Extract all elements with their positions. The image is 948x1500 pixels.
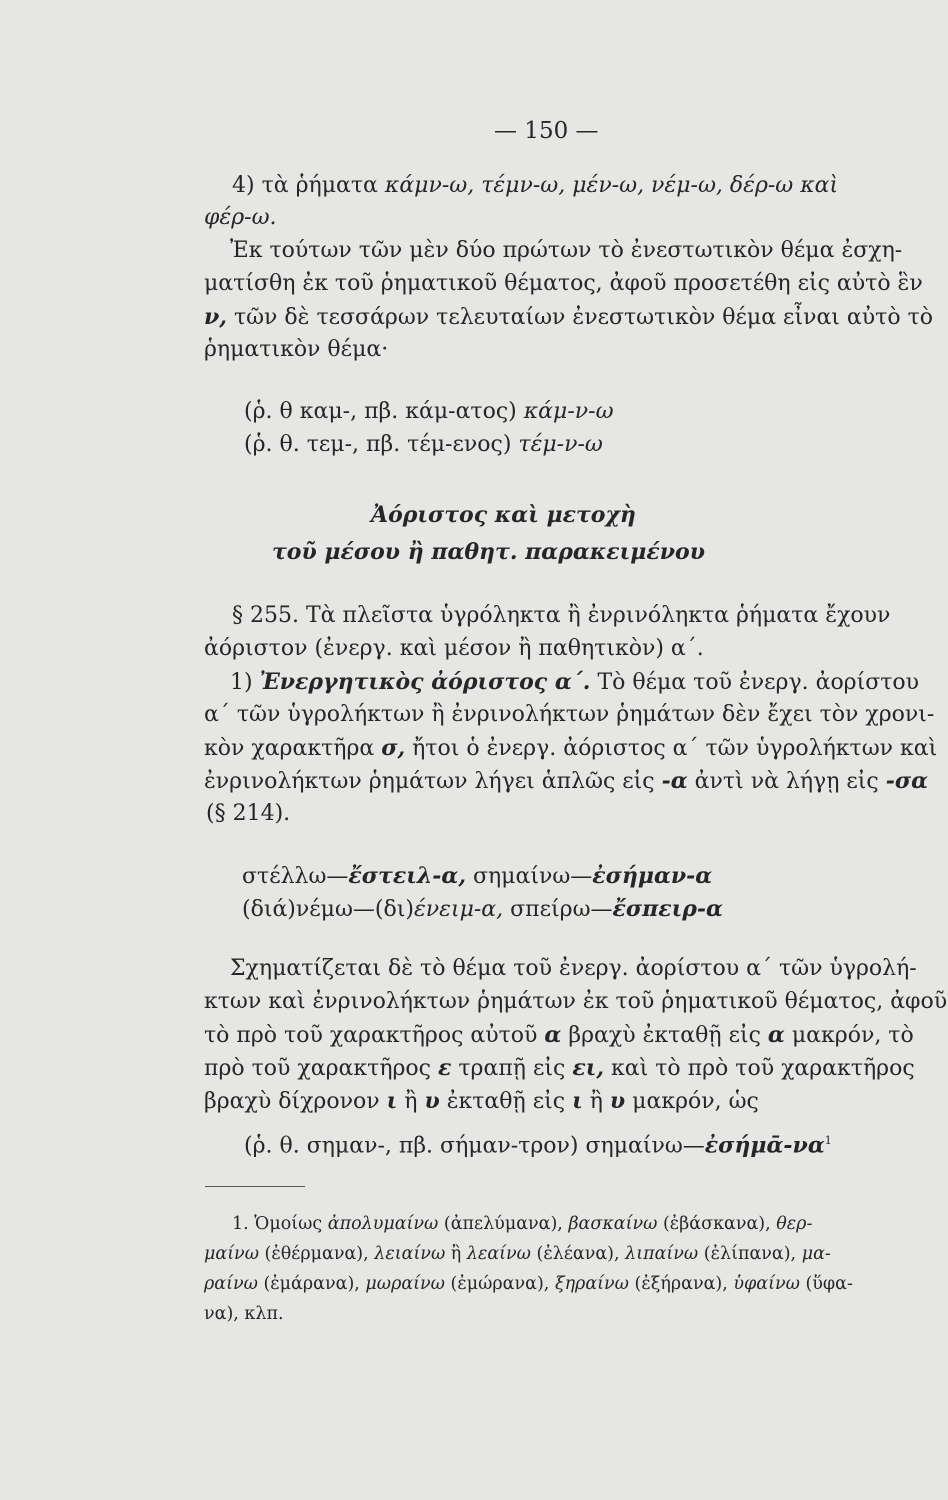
example-4-aorist: ἐσήμαν-α [592,863,713,889]
footnote-2-e: λεαίνω [466,1244,531,1264]
paragraph-line-7: (§ 214). [206,801,291,826]
paragraph-line-3 [230,668,919,697]
paragraph-line-2: ἀόριστον (ἐνεργ. καὶ μέσον ἢ παθητικὸν) α΄. [204,636,704,661]
paragraph2-line-5-i: μακρόν, ὡς [632,1089,759,1114]
footnote-2-i: μα- [801,1244,831,1264]
section-heading-1: Ἀόριστος καὶ μετοχὴ [371,502,636,528]
footnote-2-a: μαίνω [204,1244,259,1264]
paragraph2-line-3-e: μακρόν, τὸ [791,1023,914,1048]
example-7-aorist: ἐσήμᾱ-να [704,1132,825,1159]
paragraph-line-3-rest: Τὸ θέμα τοῦ ἐνεργ. ἀορίστου [597,670,920,695]
paragraph2-line-5-a: βραχὺ δίχρονον [204,1089,380,1114]
example-7-root: (ῥ. θ. σημαν-, πβ. σήμαν-τρον) σημαίνω— [244,1133,705,1159]
footnote-3-a: ραίνω [204,1274,258,1294]
footnote-1-e: (ἐβάσκανα), [662,1214,771,1234]
example-2-verb: τέμ-ν-ω [518,432,603,457]
paragraph2-line-4-a: πρὸ τοῦ χαρακτῆρος [204,1056,431,1081]
paragraph2-line-5 [204,1087,759,1116]
example-3-aorist: ἔστειλ-α, [348,863,466,889]
letter-upsilon-long: υ [609,1088,626,1114]
example-line-1 [244,398,614,426]
item-4-label: 4) τὰ ῥήματα [232,173,378,198]
paragraph-line-6 [204,767,928,796]
example-5-aorist: ένειμ-α, [413,897,504,922]
text-line-1 [232,172,838,200]
paragraph2-line-4-c: τραπῇ εἰς [458,1056,566,1081]
paragraph-line-5-start: κὸν χαρακτῆρα [204,736,375,761]
footnote-3-g: ὑφαίνω [733,1274,800,1294]
footnote-1-a: Ὁμοίως [254,1214,323,1234]
paragraph2-line-5-e: ἐκταθῇ εἰς [446,1089,566,1114]
example-6-aorist: ἔσπειρ-α [612,896,723,922]
footnote-line-2 [204,1242,831,1266]
footnote-3-e: ξηραίνω [554,1274,629,1294]
verbs-list: κάμν-ω, τέμν-ω, μέν-ω, νέμ-ω, δέρ-ω καὶ [384,173,839,198]
ending-sigma-alpha: -σα [885,768,928,794]
text-line-3: Ἐκ τούτων τῶν μὲν δύο πρώτων τὸ ἐνεστωτικὸν θέμα ἐσχη- [230,238,903,263]
text-line-6: ῥηματικὸν θέμα· [204,337,389,362]
footnote-1-d: βασκαίνω [568,1214,658,1234]
footnote-divider [205,1186,305,1187]
footnote-marker: 1. [232,1214,249,1234]
example-line-5 [244,1127,832,1160]
footnote-2-f: (ἐλέανα), [536,1244,620,1264]
letter-alpha-short: α [544,1022,562,1048]
footnote-line-3 [204,1272,853,1296]
example-line-2 [244,431,603,459]
subsection-number: 1) [230,670,253,695]
example-5-present: (διά)νέμω—(δι) [242,897,414,922]
section-heading-2: τοῦ μέσου ἢ παθητ. παρακειμένου [272,539,705,565]
page-number: — 150 — [494,118,599,144]
paragraph-line-6-mid: ἀντὶ νὰ λήγῃ εἰς [694,769,879,794]
example-line-4 [242,895,723,924]
example-2-root: (ῥ. θ. τεμ-, πβ. τέμ-ενος) [244,432,512,457]
footnote-2-c: λειαίνω [374,1244,446,1264]
text-line-5-rest: τῶν δὲ τεσσάρων τελευταίων ἐνεστωτικὸν θέμα εἶναι αὐτὸ τὸ [233,305,933,330]
example-4-present: σημαίνω— [472,864,593,889]
footnote-3-b: (ἐμάρανα), [263,1274,360,1294]
footnote-3-c: μωραίνω [365,1274,445,1294]
letter-iota-short: ι [386,1088,398,1114]
subsection-title: Ἐνεργητικὸς ἀόριστος α΄. [259,669,591,695]
paragraph2-line-3-c: βραχὺ ἐκταθῇ εἰς [568,1023,761,1048]
letter-sigma: σ, [381,735,406,761]
letter-nu: ν, [204,304,227,330]
example-1-verb: κάμ-ν-ω [523,399,614,424]
paragraph2-line-3-a: τὸ πρὸ τοῦ χαρακτῆρος αὐτοῦ [204,1023,538,1048]
footnote-2-g: λιπαίνω [625,1244,699,1264]
example-3-present: στέλλω— [242,864,349,889]
ending-alpha: -α [661,768,688,794]
letter-epsilon: ε [438,1055,452,1081]
paragraph-line-1: § 255. Τὰ πλεῖστα ὑγρόληκτα ἢ ἐνρινόληκτα ῥήματα ἔχουν [232,603,891,628]
footnote-line-4: να), κλπ. [204,1304,284,1324]
paragraph2-line-2: κτων καὶ ἐνρινολήκτων ῥημάτων ἐκ τοῦ ῥηματικοῦ θέματος, ἀφοῦ [204,989,948,1014]
letter-upsilon-short: υ [424,1088,440,1114]
text-line-4: ματίσθη ἐκ τοῦ ῥηματικοῦ θέματος, ἀφοῦ προσετέθη εἰς αὐτὸ ἓν [204,271,923,296]
footnote-2-d: ἢ [450,1244,462,1264]
footnote-reference: 1 [824,1134,832,1147]
paragraph2-line-4 [204,1054,915,1083]
footnote-line-1 [232,1212,812,1236]
footnote-3-h: (ὕφα- [805,1274,853,1294]
text-line-2: φέρ-ω. [204,205,277,230]
example-line-3 [242,862,712,891]
footnote-1-f: θερ- [776,1214,813,1234]
paragraph-line-5 [204,734,937,763]
paragraph2-line-1: Σχηματίζεται δὲ τὸ θέμα τοῦ ἐνεργ. ἀορίστου α΄ τῶν ὑγρολή- [230,956,917,981]
paragraph-line-5-rest: ἤτοι ὁ ἐνεργ. ἀόριστος α΄ τῶν ὑγρολήκτων καὶ [412,736,938,761]
paragraph-line-4: α΄ τῶν ὑγρολήκτων ἢ ἐνρινολήκτων ῥημάτων δὲν ἔχει τὸν χρονι- [204,702,935,727]
letter-iota-long: ι [572,1088,583,1114]
footnote-1-b: ἀπολυμαίνω [327,1214,439,1234]
paragraph2-line-5-c: ἢ [404,1089,418,1114]
footnote-3-f: (ἐξήρανα), [634,1274,728,1294]
example-1-root: (ῥ. θ καμ-, πβ. κάμ-ατος) [244,399,517,424]
paragraph2-line-4-e: καὶ τὸ πρὸ τοῦ χαρακτῆρος [611,1056,915,1081]
footnote-2-b: (ἐθέρμανα), [264,1244,369,1264]
footnote-3-d: (ἐμώρανα), [450,1274,550,1294]
footnote-2-h: (ἐλίπανα), [703,1244,797,1264]
example-6-present: σπείρω— [510,897,613,922]
paragraph-line-6-start: ἐνρινολήκτων ῥημάτων λήγει ἁπλῶς εἰς [204,769,655,794]
paragraph2-line-5-g: ἢ [589,1089,603,1114]
paragraph2-line-3 [204,1021,914,1050]
letter-alpha-long: α [767,1022,785,1048]
text-line-5 [204,303,933,332]
footnote-1-c: (ἀπελύμανα), [443,1214,563,1234]
letters-ei: ει, [572,1055,605,1081]
